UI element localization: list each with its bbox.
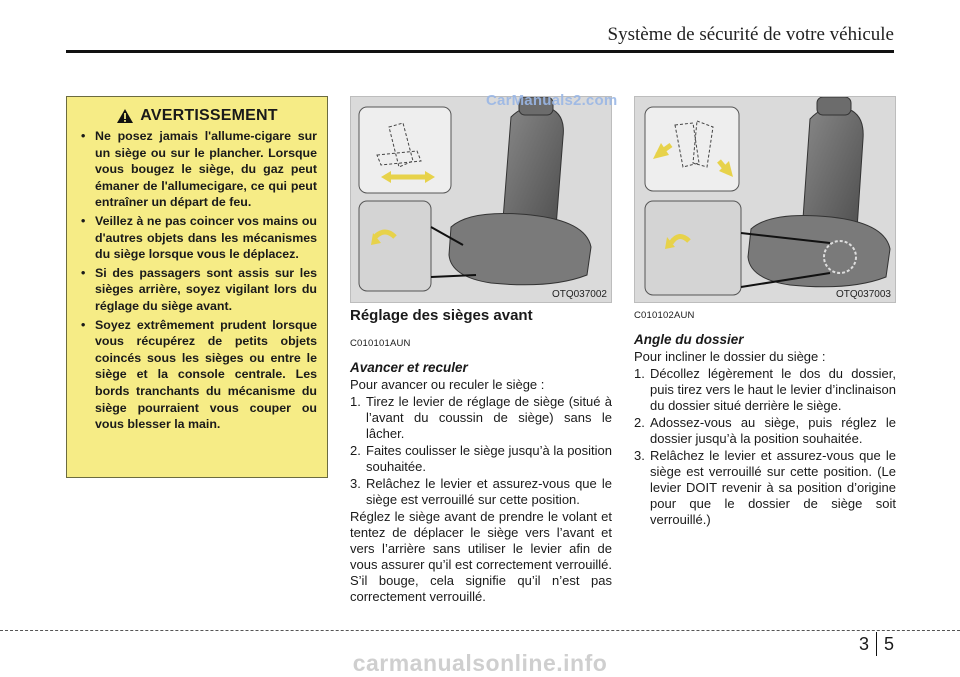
warning-item: • Ne posez jamais l'allume-cigare sur un siège ou sur le plancher. Lorsque vous bougez le siège, du gaz peut émaner de l'allumecigare, ce qui peut entraîner un départ de feu.	[77, 128, 317, 211]
intro-text: Pour avancer ou reculer le siège :	[350, 377, 545, 392]
step-item	[634, 415, 896, 447]
warning-triangle-icon	[116, 108, 134, 124]
step-item	[634, 366, 896, 414]
warning-item: • Veillez à ne pas coincer vos mains ou d'autres objets dans les mécanismes du siège lorsque vous le déplacez.	[77, 213, 317, 263]
chapter-number: 3	[858, 633, 869, 654]
section-code: C010102AUN	[634, 310, 695, 321]
backrest-angle-illustration	[634, 96, 896, 303]
warning-title: AVERTISSEMENT	[140, 107, 278, 124]
warning-box	[66, 96, 328, 478]
right-text-column	[634, 308, 896, 529]
figure-code: OTQ037003	[835, 289, 891, 300]
section-title: Réglage des sièges avant	[350, 307, 533, 324]
step-text: Adossez-vous au siège, puis réglez le dossier jusqu’à la position souhaitée.	[650, 415, 896, 446]
left-text-column	[350, 308, 612, 618]
step-number: 1.	[634, 366, 645, 381]
warning-item: • Si des passagers sont assis sur les sièges arrière, soyez vigilant lors du réglage du siège avant.	[77, 265, 317, 315]
step-item	[350, 394, 612, 442]
step-number: 2.	[350, 443, 361, 458]
step-number: 2.	[634, 415, 645, 430]
step-text: Faites coulisser le siège jusqu’à la position souhaitée.	[366, 443, 612, 474]
step-number: 3.	[634, 448, 645, 463]
warning-list	[77, 128, 317, 433]
footer-rule	[0, 630, 960, 631]
watermark-top: CarManuals2.com	[486, 92, 618, 109]
step-text: Relâchez le levier et assurez-vous que le siège est verrouillé sur cette position.	[366, 476, 612, 507]
header-rule	[66, 50, 894, 53]
step-text: Relâchez le levier et assurez-vous que le siège est verrouillé sur cette position. (Le levier DOIT revenir à sa position d’origine pour que le dossier de siège soit verrouillé.)	[650, 448, 896, 527]
step-item	[350, 476, 612, 508]
step-list	[634, 366, 896, 528]
figure-code: OTQ037002	[551, 289, 607, 300]
subheading: Angle du dossier	[634, 332, 744, 347]
subheading: Avancer et reculer	[350, 360, 468, 375]
intro-text: Pour incliner le dossier du siège :	[634, 349, 826, 364]
seat-slide-illustration	[350, 96, 612, 303]
step-text: Tirez le levier de réglage de siège (situé à l’avant du coussin de siège) sans le lâcher.	[366, 394, 612, 441]
page-header-title: Système de sécurité de votre véhicule	[607, 24, 894, 45]
seat-slide-drawing	[351, 97, 612, 303]
watermark-bottom: carmanualsonline.info	[352, 650, 608, 676]
step-number: 1.	[350, 394, 361, 409]
step-text: Décollez légèrement le dos du dossier, puis tirez vers le haut le levier d’inclinaison du dossier situé derrière le siège.	[650, 366, 896, 413]
backrest-drawing	[635, 97, 896, 303]
page-number-value: 5	[883, 633, 894, 654]
step-item	[634, 448, 896, 528]
step-list	[350, 394, 612, 508]
closing-paragraph: Réglez le siège avant de prendre le volant et tentez de déplacer le siège vers l’avant et vers l’arrière sans utiliser le levier afin de vous assurer qu’il est correctement verrouillé. S’il bouge, cela signifie qu’il n’est pas correctement verrouillé.	[350, 509, 612, 604]
step-number: 3.	[350, 476, 361, 491]
section-code: C010101AUN	[350, 338, 411, 349]
step-item	[350, 443, 612, 475]
warning-item: • Soyez extrêmement prudent lorsque vous récupérez de petits objets coincés sous les sièges ou entre le siège et la console centrale. Les bords tranchants du mécanisme du siège pourraient vous couper ou vous blesser la main.	[77, 317, 317, 433]
warning-header	[77, 107, 317, 125]
